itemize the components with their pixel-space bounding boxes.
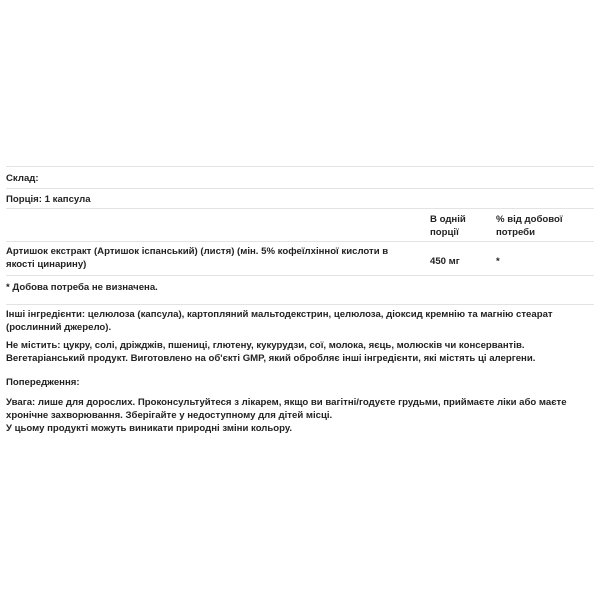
color-variation-note: У цьому продукті можуть виникати природні зміни кольору. <box>6 423 293 434</box>
vegetarian-statement: Вегетаріанський продукт. Виготовлено на об'єкті GMP, який обробляє інші інгредієнти, які містять ці алергени. <box>6 353 536 364</box>
nutrient-amount: 450 мг <box>430 256 460 267</box>
serving-size: Порція: 1 капсула <box>6 194 91 205</box>
divider <box>6 166 594 167</box>
header-amount-per-serving: В одній порції <box>430 214 466 238</box>
nutrient-name: Артишок екстракт (Артишок іспанський) (листя) (мін. 5% кофеїлхінної кислоти в якості цинарину) <box>6 246 389 270</box>
header-daily-value: % від добової потреби <box>496 214 563 238</box>
other-ingredients: Інші інгредієнти: целюлоза (капсула), картопляний мальтодекстрин, целюлоза, діоксид кремнію та магнію стеарат (рослинний джерело). <box>6 309 553 333</box>
divider <box>6 241 594 242</box>
divider <box>6 188 594 189</box>
warnings-title: Попередження: <box>6 377 80 388</box>
nutrient-daily-value: * <box>496 256 500 267</box>
composition-title: Склад: <box>6 173 39 184</box>
free-from-statement: Не містить: цукру, солі, дріжджів, пшениці, глютену, кукурудзи, сої, молока, яєць, молюсків чи консервантів. <box>6 340 525 351</box>
daily-value-footnote: * Добова потреба не визначена. <box>6 282 158 293</box>
divider <box>6 208 594 209</box>
divider <box>6 304 594 305</box>
warning-text: Увага: лише для дорослих. Проконсультуйтеся з лікарем, якщо ви вагітні/годуєте грудьми, приймаєте ліки або маєте хронічне захворювання. Зберігайте у недоступному для дітей місці. <box>6 397 567 421</box>
divider <box>6 275 594 276</box>
